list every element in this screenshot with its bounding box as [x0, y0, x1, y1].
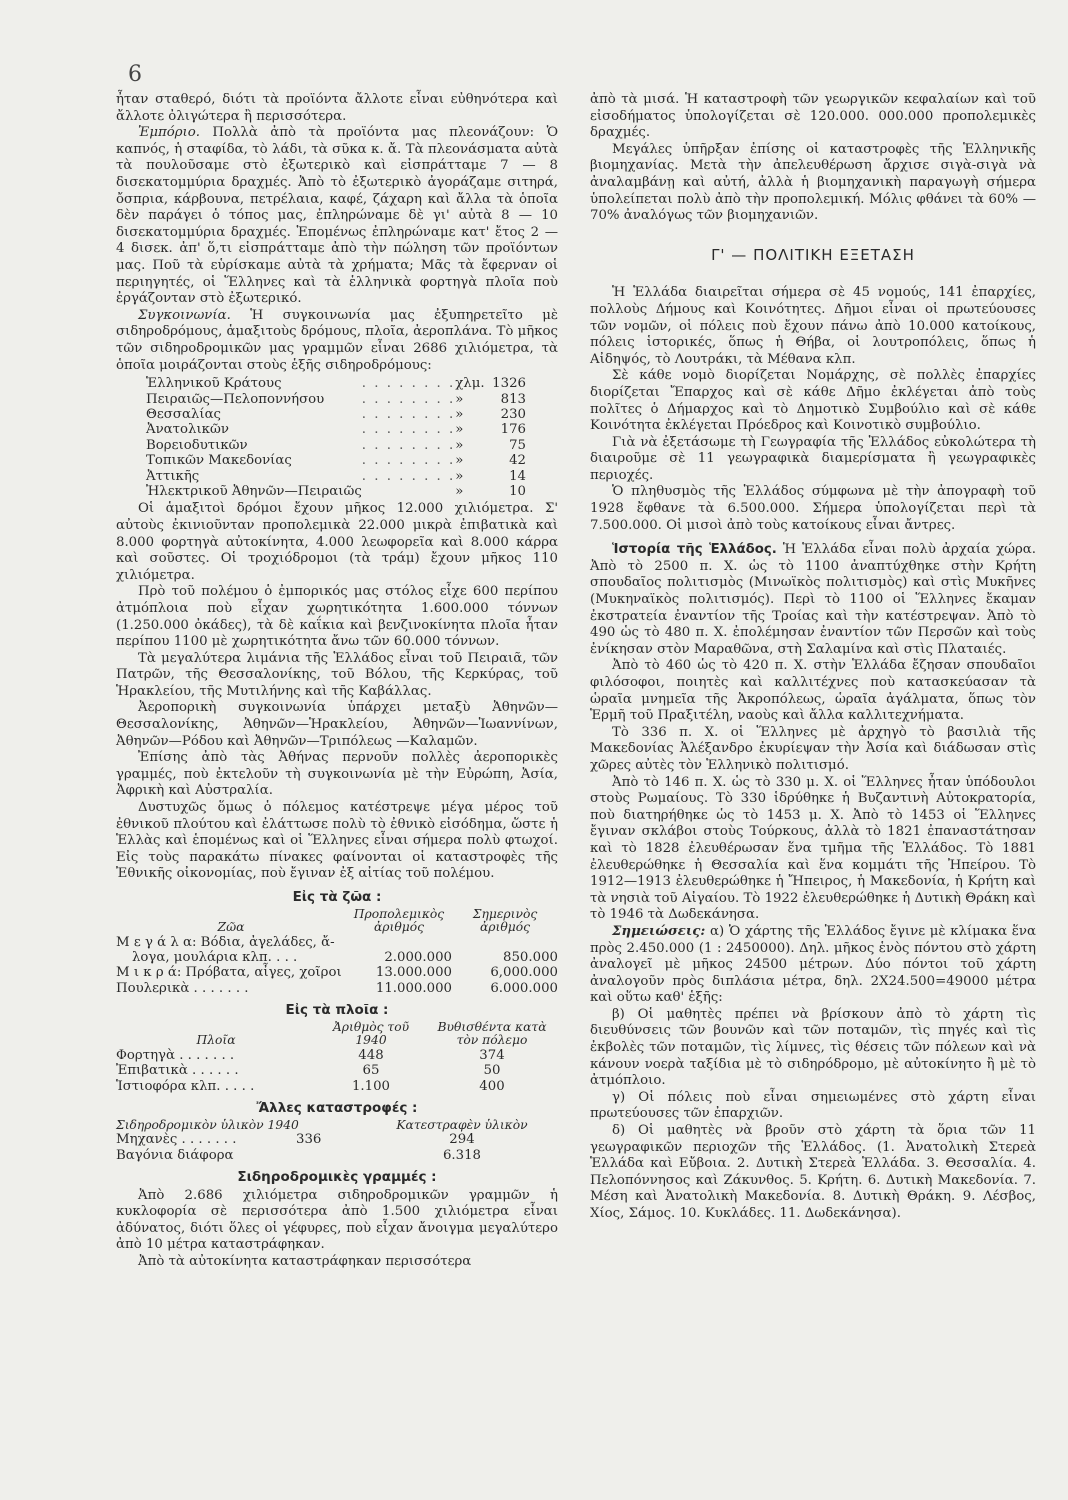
table-header-row: [116, 1119, 558, 1133]
table-row: [116, 1079, 558, 1094]
table-header-row: [116, 1021, 558, 1048]
rail-km: 14: [509, 468, 526, 484]
ship-type: Ἐπιβατικὰ . . . . . .: [116, 1063, 239, 1079]
rail-name: Ἀττικῆς: [146, 468, 200, 484]
cars-paragraph: Ἀπὸ τὰ αὐτοκίνητα καταστράφηκαν περισσότερα: [138, 1253, 472, 1269]
ships-col-name: Πλοῖα: [196, 1033, 236, 1048]
history-lead: Ἱστορία τῆς Ἑλλάδος.: [612, 542, 777, 558]
rail-unit: »: [455, 483, 464, 499]
page-number: 6: [128, 62, 142, 87]
rail-unit: »: [455, 437, 464, 453]
air-paragraph: Ἀεροπορικὴ συγκοινωνία ὑπάρχει μεταξὺ Ἀθηνῶν—Θεσσαλονίκης, Ἀθηνῶν—Ἡρακλείου, Ἀθηνῶν—Ἰωαννίνων, Ἀθηνῶν—Ρόδου καὶ Ἀθηνῶν—Τριπόλεως —Καλαμῶν.: [116, 700, 558, 749]
table-row: [116, 935, 558, 966]
notes-paragraph: [590, 924, 1036, 1007]
rail-dots: . . . . . . . .: [361, 437, 456, 453]
rail-km: 75: [509, 437, 526, 453]
table-row: [116, 1063, 558, 1078]
byzantine-paragraph: Ἀπὸ τὸ 146 π. Χ. ὡς τὸ 330 μ. Χ. οἱ Ἕλληνες ἦταν ὑπόδουλοι στοὺς Ρωμαίους. Τὸ 330 ἱδρύθηκε ἡ Βυζαντινὴ Αὐτοκρατορία, ποὺ διατηρήθηκε ὡς τὸ 1453 μ. Χ. Ἀπὸ τὸ 1453 οἱ Ἕλληνες ἔγιναν σκλάβοι στοὺς Τούρκους, ἀλλὰ τὸ 1821 ἐπαναστάτησαν καὶ τὸ 1828 ἐλευθέρωσαν ἕνα τμῆμα τῆς Ἑλλάδος. Τὸ 1881 ἐλευθερώθηκε ἡ Θεσσαλία καὶ ἕνα κομμάτι τῆς Ἠπείρου. Τὸ 1912—1913 ἐλευθερώθηκε ἡ Ἤπειρος, ἡ Μακεδονία, ἡ Κρήτη καὶ τὰ νησιὰ τοῦ Αἰγαίου. Τὸ 1922 ἐλευθερώθηκε ἡ Δυτικὴ Θράκη καὶ τὸ 1946 τὰ Δωδεκάνησα.: [590, 774, 1036, 923]
transport-text: Ἡ συγκοινωνία μας ἐξυπηρετεῖτο μὲ σιδηροδρόμους, ἁμαξιτοὺς δρόμους, πλοῖα, ἀεροπλάνα. Τὸ μῆκος τῶν σιδηροδρομικῶν μας γραμμῶν εἶναι 2686 χιλιόμετρα, τὰ ὁποῖα μοιράζονται στοὺς ἑξῆς σιδηροδρόμους:: [116, 307, 558, 373]
intro-paragraph: ἦταν σταθερό, διότι τὰ προϊόντα ἄλλοτε εἶναι εὐθηνότερα καὶ ἄλλοτε ὀλιγώτερα ἢ περισσότερα.: [116, 92, 558, 124]
rail-dots: [362, 484, 455, 499]
rail-km: 10: [509, 483, 526, 499]
note-d: δ) Οἱ μαθητὲς νὰ βροῦν στὸ χάρτη τὰ ὅρια τῶν 11 γεωγραφικῶν περιοχῶν τῆς Ἑλλάδος. (1. Ἀνατολικὴ Στερεὰ Ἑλλάδα καὶ Εὔβοια. 2. Δυτικὴ Στερεὰ Ἑλλάδα. 3. Θεσσαλία. 4. Πελοπόννησος καὶ Ζάκυνθος. 5. Κρήτη. 6. Δυτικὴ Μακεδονία. 7. Μέση καὶ Ἀνατολικὴ Μακεδονία. 8. Δυτικὴ Θράκη. 9. Λέσβος, Χίος, Σάμος. 10. Κυκλάδες. 11. Δωδεκάνησα).: [590, 1123, 1036, 1221]
animals-col-name: Ζῶα: [217, 920, 245, 935]
rail-dots: . . . . . . . .: [361, 406, 456, 422]
material-1940: 336: [296, 1132, 322, 1148]
section-title: Γ' — ΠΟΛΙΤΙΚΗ ΕΞΕΤΑΣΗ: [711, 245, 915, 264]
railway-lines-title: Σιδηροδρομικὲς γραμμές :: [237, 1168, 437, 1185]
rail-unit: »: [455, 406, 464, 422]
trade-paragraph: [116, 125, 558, 308]
left-column: [116, 92, 558, 1271]
rail-name: Ἠλεκτρικοῦ Ἀθηνῶν—Πειραιῶς: [146, 483, 362, 499]
railway-lines-paragraph: Ἀπὸ 2.686 χιλιόμετρα σιδηροδρομικῶν γραμμῶν ἡ κυκλοφορία σὲ περισσότερα ἀπὸ 1.500 χιλιόμετρα εἶναι ἀδύνατος, διότι ὅλες οἱ γέφυρες, ποὺ εἶχαν ἄνοιγμα μεγαλύτερο ἀπὸ 10 μέτρα καταστράφηκαν.: [116, 1187, 558, 1253]
alexander-paragraph: Τὸ 336 π. Χ. οἱ Ἕλληνες μὲ ἀρχηγὸ τὸ βασιλιὰ τῆς Μακεδονίας Ἀλέξανδρο ἐκυρίεψαν τὴν Ἀσία καὶ διάδωσαν στὶς χῶρες αὐτὲς τὸν Ἑλληνικὸ πολιτισμό.: [590, 724, 1036, 773]
animal-now: 6,000.000: [490, 965, 558, 981]
rail-unit: »: [455, 453, 464, 469]
animal-prewar: 11.000.000: [375, 980, 452, 996]
ports-paragraph: Τὰ μεγαλύτερα λιμάνια τῆς Ἑλλάδος εἶναι τοῦ Πειραιᾶ, τῶν Πατρῶν, τῆς Θεσσαλονίκης, τοῦ Βόλου, τῆς Κερκύρας, τοῦ Ἡρακλείου, τῆς Μυτιλήνης καὶ τῆς Καβάλλας.: [116, 650, 558, 699]
roads-paragraph: Οἱ ἁμαξιτοὶ δρόμοι ἔχουν μῆκος 12.000 χιλιόμετρα. Σ' αὐτοὺς ἐκινιοῦνταν προπολεμικὰ 22.000 μικρὰ ἐπιβατικὰ καὶ 8.000 φορτηγὰ αὐτοκίνητα, 4.000 λεωφορεῖα καὶ 8.000 κάρρα καὶ σοῦστες. Οἱ τροχιόδρομοι (τὰ τράμ) ἔχουν μῆκος 110 χιλιόμετρα.: [116, 501, 558, 583]
animals-table: [116, 908, 558, 997]
railway-table: [146, 376, 526, 499]
material-destroyed: 294: [449, 1132, 475, 1148]
animals-col-prewar: Προπολεμικὸς ἀριθμός: [353, 906, 445, 935]
ships-col-1940: Ἀριθμὸς τοῦ 1940: [332, 1019, 410, 1048]
material-name: Μηχανὲς . . . . . . .: [116, 1132, 237, 1148]
rail-dots: . . . . . . . .: [361, 391, 456, 407]
table-row: [116, 1148, 558, 1163]
history-text: Ἡ Ἑλλάδα εἶναι πολὺ ἀρχαία χώρα. Ἀπὸ τὸ 2500 π. Χ. ὡς τὸ 1100 ἀναπτύχθηκε στὴν Κρήτη σπουδαῖος πολιτισμὸς (Μινωϊκὸς πολιτισμὸς) καὶ στὶς Μυκῆνες (Μυκηναϊκὸς πολιτισμός). Περὶ τὸ 1100 οἱ Ἕλληνες ἔκαμαν ἐκστρατεία ἐναντίον τῆς Τροίας καὶ τὴν κατέστρεψαν. Ἀπὸ τὸ 490 ὡς τὸ 480 π. Χ. ἐπολέμησαν ἐναντίον τῶν Περσῶν καὶ τοὺς ἐνίκησαν στὸν Μαραθῶνα, στὴ Σαλαμίνα καὶ στὶς Πλαταιές.: [590, 542, 1036, 657]
animal-name: Πουλερικὰ . . . . . . .: [116, 980, 249, 996]
table-row: [146, 392, 526, 407]
table-row: [146, 469, 526, 484]
table-row: [116, 981, 558, 996]
trade-lead: Ἐμπόριο.: [138, 125, 200, 141]
table-row: [146, 376, 526, 391]
admin-paragraph: Ἡ Ἑλλάδα διαιρεῖται σήμερα σὲ 45 νομούς, 141 ἐπαρχίες, πολλοὺς Δήμους καὶ Κοινότητες. Δῆμοι εἶναι οἱ πρωτεύουσες τῶν νομῶν, οἱ πόλεις ποὺ ἔχουν πάνω ἀπὸ 10.000 κατοίκους, πόλεις ἱστορικές, ὅπως ἡ Θήβα, οἱ λουτροπόλεις, ὅπως ἡ Αἰδηψός, τὸ Λουτράκι, τὰ Μέθανα κλπ.: [590, 285, 1036, 367]
other-damage-table: [116, 1119, 558, 1163]
note-b: β) Οἱ μαθητὲς πρέπει νὰ βρίσκουν ἀπὸ τὸ χάρτη τὶς διευθύνσεις τῶν βουνῶν καὶ τῶν ποταμῶν, τὶς πηγές καὶ τὶς ἐκβολὲς τῶν ποταμῶν, τὶς λίμνες, τὶς θέσεις τῶν πόλεων καὶ νὰ κάνουν νοερὰ ταξίδια μὲ τὸ σιδηρόδρομο, μὲ αὐτοκίνητο ἢ μὲ τὸ ἀτμόπλοιο.: [590, 1006, 1036, 1089]
rail-name: Ἀνατολικῶν: [146, 422, 229, 438]
other-col-1940: Σιδηροδρομικὸν ὑλικὸν 1940: [116, 1117, 299, 1132]
table-row: [116, 1132, 558, 1147]
notes-lead: Σημειώσεις:: [612, 923, 706, 939]
ship-type: Ἱστιοφόρα κλπ. . . . .: [116, 1078, 255, 1094]
animals-col-now: Σημερινὸς ἀριθμός: [472, 906, 538, 935]
animal-name: [116, 935, 346, 966]
table-row: [116, 965, 558, 980]
transport-lead: Συγκοινωνία.: [138, 307, 231, 323]
ship-sunk: 50: [483, 1063, 501, 1079]
ship-sunk: 374: [479, 1047, 505, 1063]
transport-paragraph: [116, 308, 558, 374]
rail-name: Τοπικῶν Μακεδονίας: [146, 453, 292, 469]
animal-now: 850.000: [503, 950, 558, 965]
table-row: [116, 1048, 558, 1063]
table-row: [146, 453, 526, 468]
material-name: Βαγόνια διάφορα: [116, 1147, 234, 1163]
rail-km: 42: [509, 453, 526, 469]
other-table-title: Ἄλλες καταστροφές :: [256, 1100, 418, 1117]
governance-paragraph: Σὲ κάθε νομὸ διορίζεται Νομάρχης, σὲ πολλὲς ἐπαρχίες διορίζεται Ἔπαρχος καὶ σὲ κάθε Δῆμο ἐκλέγεται ἀπὸ τοὺς πολῖτες ὁ Δήμαρχος καὶ τὸ Δημοτικὸ Συμβούλιο καὶ σὲ κάθε Κοινότητα ἐκλέγεται Πρόεδρος καὶ Κοινοτικὸ συμβούλιο.: [590, 368, 1036, 434]
ship-sunk: 400: [479, 1078, 505, 1094]
other-col-destroyed: Κατεστραφὲν ὑλικὸν: [396, 1117, 528, 1132]
ships-table-title: Εἰς τὰ πλοῖα :: [285, 1002, 389, 1019]
material-destroyed: 6.318: [442, 1147, 482, 1163]
rail-name: Βορειοδυτικῶν: [146, 437, 248, 453]
geo-division-paragraph: Γιὰ νὰ ἐξετάσωμε τὴ Γεωγραφία τῆς Ἑλλάδος εὐκολώτερα τὴ διαιροῦμε σὲ 11 γεωγραφικὰ διαμερίσματα ἢ γεωγραφικὲς περιοχές.: [590, 434, 1036, 483]
classical-paragraph: Ἀπὸ τὸ 460 ὡς τὸ 420 π. Χ. στὴν Ἑλλάδα ἔζησαν σπουδαῖοι φιλόσοφοι, ποιητὲς καὶ καλλιτέχνες ποὺ κατασκεύασαν τὰ ὡραῖα μνημεῖα τῆς Ἀκροπόλεως, ὡραῖα ἀγάλματα, ὅπως τὸν Ἑρμῆ τοῦ Πραξιτέλη, ναοὺς καὶ ἄλλα καλλιτεχνήματα.: [590, 658, 1036, 724]
right-column: [590, 92, 1036, 1223]
table-row: [146, 484, 526, 499]
table-row: [146, 422, 526, 437]
rail-name: Πειραιῶς—Πελοποννήσου: [146, 391, 325, 407]
ship-type: Φορτηγὰ . . . . . . .: [116, 1047, 235, 1063]
animals-table-title: Εἰς τὰ ζῶα :: [292, 889, 382, 905]
note-a: α) Ὁ χάρτης τῆς Ἑλλάδος ἔγινε μὲ κλίμακα ἕνα πρὸς 2.450.000 (1 : 2450000). Δηλ. μῆκος ἑνὸς πόντου στὸ χάρτη ἀναλογεῖ μὲ μῆκος 24500 μέτρων. Δύο πόντοι τοῦ χάρτη ἀναλογοῦν πρὸς διπλάσια μέτρα, δηλ. 2X24.500=49000 μέτρα καὶ οὕτω καθ' ἑξῆς:: [590, 923, 1036, 1006]
rail-km: 176: [500, 422, 526, 438]
air-routes-paragraph: Ἐπίσης ἀπὸ τὰς Ἀθήνας περνοῦν πολλὲς ἀεροπορικὲς γραμμές, ποὺ ἐκτελοῦν τὴ συγκοινωνία μὲ τὴν Εὐρώπη, Ἀσία, Ἀφρικὴ καὶ Αὐστραλία.: [116, 750, 558, 799]
ship-count-1940: 1.100: [351, 1078, 391, 1094]
rail-dots: . . . . . . . .: [361, 422, 456, 438]
rail-dots: . . . . . . . .: [361, 376, 456, 392]
table-row: [146, 438, 526, 453]
fleet-paragraph: Πρὸ τοῦ πολέμου ὁ ἐμπορικός μας στόλος εἶχε 600 περίπου ἀτμόπλοια ποὺ εἶχαν χωρητικότητα 1.600.000 τόννων (1.250.000 ὀκάδες), τὰ δὲ καΐκια καὶ βενζινοκίνητα πλοῖα ἦταν περίπου 1100 μὲ χωρητικότητα ἄνω τῶν 60.000 τόννων.: [116, 584, 558, 650]
rail-unit: χλμ.: [455, 376, 485, 392]
animal-prewar: 2.000.000: [384, 950, 452, 965]
animal-name-line1: Μ ε γ ά λ α: Βόδια, ἀγελάδες, ἄ-: [116, 934, 335, 950]
animal-prewar: 13.000.000: [375, 965, 452, 981]
ship-count-1940: 65: [362, 1063, 380, 1079]
industry-paragraph: Μεγάλες ὑπῆρξαν ἐπίσης οἱ καταστροφὲς τῆς Ἑλληνικῆς βιομηχανίας. Μετὰ τὴν ἀπελευθέρωση ἄρχισε σιγὰ-σιγὰ νὰ ἀναλαμβάνῃ καὶ αὐτή, ἀλλὰ ἡ βιομηχανικὴ παραγωγὴ σήμερα ὑπολείπεται πολὺ ἀπὸ τὴν προπολεμική. Μόλις φθάνει τὰ 60% — 70% ἀναλόγως τῶν βιομηχανιῶν.: [590, 141, 1036, 224]
rail-name: Ἑλληνικοῦ Κράτους: [146, 376, 282, 392]
history-paragraph: [590, 542, 1036, 658]
rail-unit: »: [455, 468, 464, 484]
rail-km: 1326: [492, 376, 526, 392]
rail-km: 230: [500, 406, 526, 422]
ships-table: [116, 1021, 558, 1094]
trade-text: Πολλὰ ἀπὸ τὰ προϊόντα μας πλεονάζουν: Ὁ καπνός, ἡ σταφίδα, τὸ λάδι, τὰ σῦκα κ. ἄ. Τὰ πλεονάσματα αὐτὰ τὰ πουλοῦσαμε στὸ ἐξωτερικὸ καὶ εἰσπράτταμε 7 — 8 δισεκατομμύρια δραχμές. Ἀπὸ τὸ ἐξωτερικὸ ἀγοράζαμε σιτηρά, ὄσπρια, κάρβουνα, πετρέλαια, καφέ, ζάχαρη καὶ ἄλλα τὰ ὁποῖα δὲν παράγει ὁ τόπος μας, ἐπληρώναμε δὲ γι' αὐτὰ 8 — 10 δισεκατομμύρια δραχμές. Ἑπομένως ἐπληρώναμε κατ' ἔτος 2 — 4 δισεκ. ἀπ' ὅ,τι εἰσπράτταμε ἀπὸ τὴν πώληση τῶν προϊόντων μας. Ποῦ τὰ εὑρίσκαμε αὐτὰ τὰ χρήματα; Μᾶς τὰ ἔφερναν οἱ περιηγητές, οἱ Ἕλληνες καὶ τὰ ἑλληνικὰ φορτηγὰ πλοῖα ποὺ ἐργάζονταν στὸ ἐξωτερικό.: [116, 125, 558, 307]
war-paragraph: Δυστυχῶς ὅμως ὁ πόλεμος κατέστρεψε μέγα μέρος τοῦ ἐθνικοῦ πλούτου καὶ ἐλάττωσε πολὺ τὸ ἐθνικὸ εἰσόδημα, ὥστε ἡ Ἑλλὰς καὶ ἑπομένως καὶ οἱ Ἕλληνες εἶναι σήμερα πολὺ φτωχοί. Εἰς τοὺς παρακάτω πίνακες φαίνονται οἱ καταστροφὲς τῆς Ἐθνικῆς οἰκονομίας, ποὺ ἔγιναν ἐξ αἰτίας τοῦ πολέμου.: [116, 800, 558, 882]
material-1940: [296, 1148, 366, 1163]
rail-name: Θεσσαλίας: [146, 406, 221, 422]
note-c: γ) Οἱ πόλεις ποὺ εἶναι σημειωμένες στὸ χάρτη εἶναι πρωτεύουσες τῶν ἐπαρχιῶν.: [590, 1089, 1036, 1122]
ships-col-sunk: Βυθισθέντα κατὰ τὸν πόλεμο: [437, 1019, 547, 1048]
table-header-row: [116, 908, 558, 935]
agri-paragraph: ἀπὸ τὰ μισά. Ἡ καταστροφὴ τῶν γεωργικῶν κεφαλαίων καὶ τοῦ εἰσοδήματος ὑπολογίζεται σὲ 120.000. 000.000 προπολεμικὲς δραχμές.: [590, 92, 1036, 141]
table-row: [146, 407, 526, 422]
rail-unit: »: [455, 422, 464, 438]
rail-km: 813: [500, 391, 526, 407]
rail-dots: . . . . . . . .: [361, 453, 456, 469]
animal-now: 6.000.000: [490, 980, 558, 996]
rail-unit: »: [455, 391, 464, 407]
animal-name-line2: λογα, μουλάρια κλπ. . . .: [132, 950, 298, 965]
rail-dots: . . . . . . . .: [361, 468, 456, 484]
ship-count-1940: 448: [358, 1047, 384, 1063]
animal-name: Μ ι κ ρ ά: Πρόβατα, αἶγες, χοῖροι: [116, 965, 342, 981]
population-paragraph: Ὁ πληθυσμὸς τῆς Ἑλλάδος σύμφωνα μὲ τὴν ἀπογραφὴ τοῦ 1928 ἔφθανε τὰ 6.500.000. Σήμερα ὑπολογίζεται περὶ τὰ 7.500.000. Οἱ μισοὶ ἀπὸ τοὺς κατοίκους εἶναι ἄντρες.: [590, 484, 1036, 533]
